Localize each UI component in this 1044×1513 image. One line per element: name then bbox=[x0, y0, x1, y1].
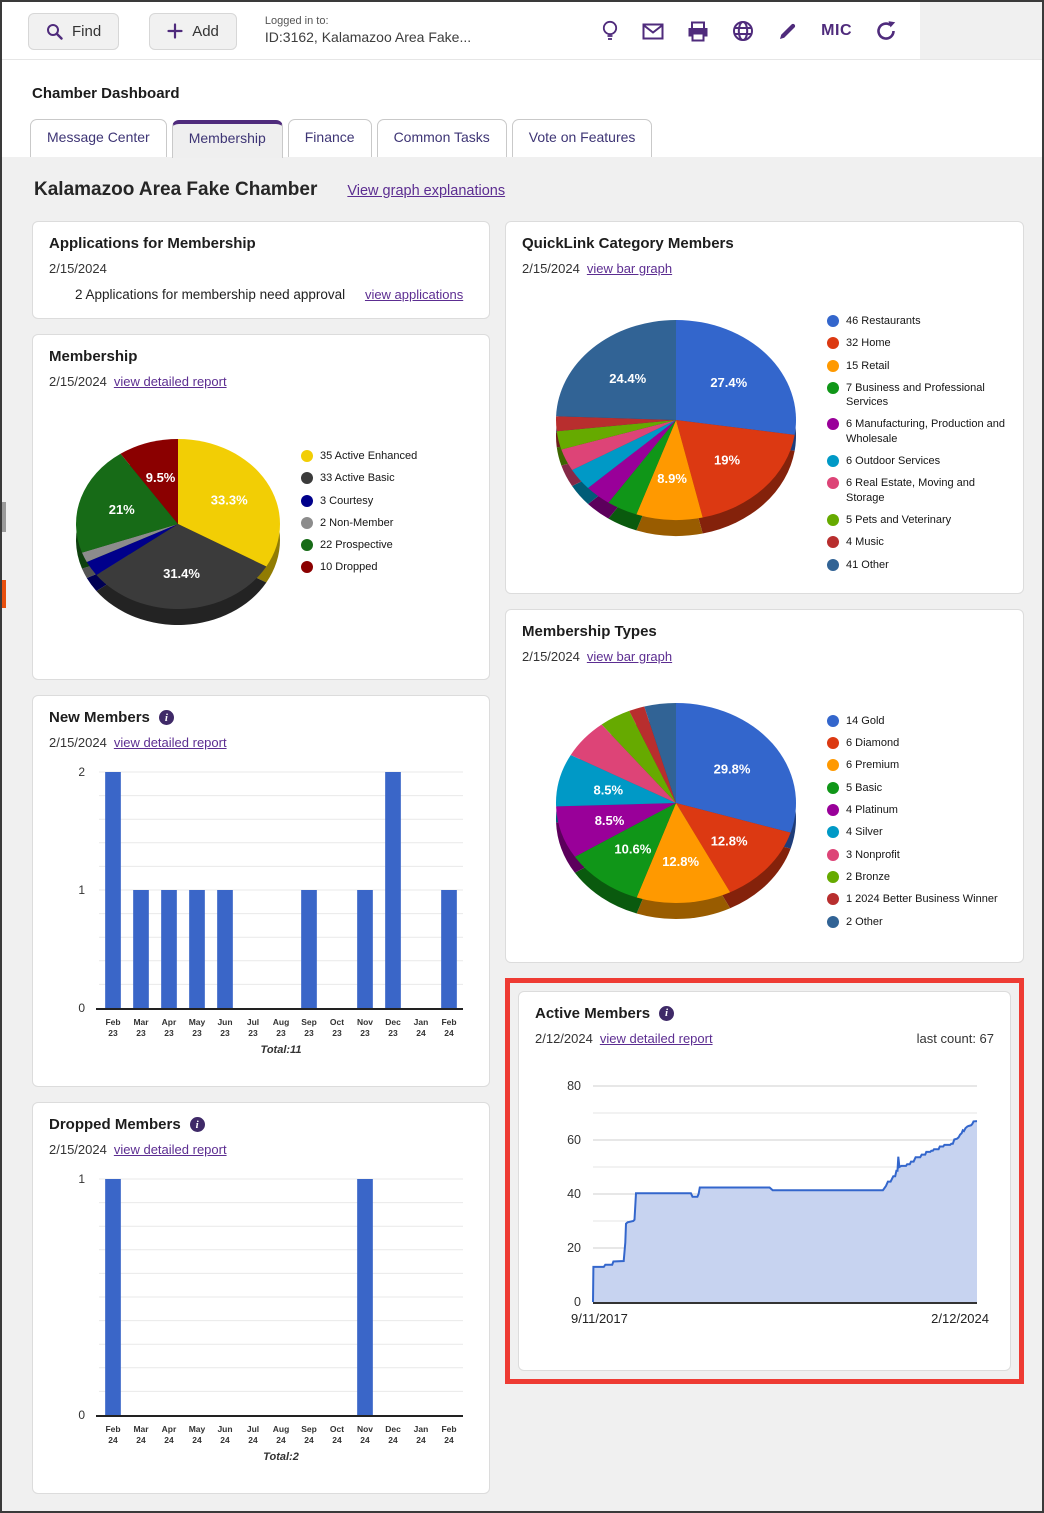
legend-item: 3 Courtesy bbox=[301, 494, 473, 508]
svg-text:Total:11: Total:11 bbox=[260, 1044, 302, 1056]
svg-text:24: 24 bbox=[360, 1435, 370, 1445]
legend-item: 2 Non-Member bbox=[301, 516, 473, 530]
svg-text:23: 23 bbox=[360, 1028, 370, 1038]
applications-message: 2 Applications for membership need approval bbox=[75, 287, 346, 302]
svg-text:24: 24 bbox=[444, 1028, 454, 1038]
legend-item: 6 Manufacturing, Production and Wholesale bbox=[827, 417, 1007, 446]
svg-text:Apr: Apr bbox=[161, 1424, 177, 1434]
legend-dot bbox=[301, 495, 313, 507]
membership-types-pie-chart bbox=[522, 678, 827, 949]
svg-text:9/11/2017: 9/11/2017 bbox=[571, 1310, 628, 1326]
active-members-date: 2/12/2024 bbox=[535, 1030, 593, 1046]
svg-text:Feb: Feb bbox=[441, 1424, 457, 1434]
svg-text:23: 23 bbox=[388, 1028, 398, 1038]
legend-dot bbox=[827, 871, 839, 883]
active-members-area-chart bbox=[535, 1052, 994, 1357]
info-icon[interactable]: i bbox=[159, 710, 174, 725]
membership-detailed-report-link[interactable]: view detailed report bbox=[113, 374, 227, 389]
legend-dot bbox=[827, 715, 839, 727]
find-label: Find bbox=[72, 22, 102, 40]
dashboard-content bbox=[2, 157, 1042, 1513]
legend-dot bbox=[827, 382, 839, 394]
svg-text:Mar: Mar bbox=[133, 1017, 149, 1027]
tab-message-center[interactable]: Message Center bbox=[30, 119, 167, 157]
logged-in-value: ID:3162, Kalamazoo Area Fake... bbox=[264, 29, 472, 46]
legend-dot bbox=[827, 804, 839, 816]
view-graph-explanations-link[interactable]: View graph explanations bbox=[347, 183, 506, 199]
new-members-detailed-report-link[interactable]: view detailed report bbox=[113, 735, 227, 750]
applications-card bbox=[32, 221, 490, 319]
active-members-detailed-report-link[interactable]: view detailed report bbox=[599, 1030, 713, 1046]
lightbulb-icon[interactable] bbox=[601, 19, 619, 43]
svg-text:24: 24 bbox=[248, 1435, 258, 1445]
legend-dot bbox=[827, 737, 839, 749]
svg-text:21%: 21% bbox=[108, 501, 135, 517]
refresh-icon[interactable] bbox=[875, 20, 897, 42]
left-edge-artifact-orange bbox=[2, 580, 6, 608]
find-button[interactable] bbox=[28, 13, 119, 50]
legend-item: 2 Bronze bbox=[827, 870, 1007, 884]
legend-item: 2 Other bbox=[827, 915, 1007, 929]
add-button[interactable] bbox=[149, 13, 237, 50]
legend-dot bbox=[827, 337, 839, 349]
tab-vote-on-features[interactable]: Vote on Features bbox=[512, 119, 653, 157]
globe-icon[interactable] bbox=[732, 20, 754, 42]
legend-item: 22 Prospective bbox=[301, 538, 473, 552]
logged-in-caption: Logged in to: bbox=[264, 15, 329, 28]
svg-text:8.9%: 8.9% bbox=[657, 470, 687, 486]
svg-text:Dec: Dec bbox=[385, 1424, 401, 1434]
mic-menu[interactable]: MIC bbox=[821, 22, 852, 39]
legend-item: 6 Diamond bbox=[827, 736, 1007, 750]
legend-dot bbox=[827, 759, 839, 771]
svg-text:Jun: Jun bbox=[217, 1424, 233, 1434]
svg-text:May: May bbox=[188, 1424, 206, 1434]
legend-dot bbox=[827, 536, 839, 548]
dropped-members-card bbox=[32, 1102, 490, 1494]
active-members-title: Active Members bbox=[535, 1004, 651, 1022]
svg-text:9.5%: 9.5% bbox=[145, 469, 176, 485]
legend-dot bbox=[827, 849, 839, 861]
svg-text:23: 23 bbox=[220, 1028, 230, 1038]
legend-dot bbox=[827, 559, 839, 571]
svg-text:29.8%: 29.8% bbox=[713, 761, 751, 777]
legend-item: 4 Silver bbox=[827, 825, 1007, 839]
svg-text:12.8%: 12.8% bbox=[710, 833, 748, 849]
last-count-label: last count: 67 bbox=[916, 1030, 994, 1046]
chamber-name-heading: Kalamazoo Area Fake Chamber bbox=[34, 179, 318, 200]
legend-item: 41 Other bbox=[827, 558, 1007, 572]
tab-membership[interactable]: Membership bbox=[172, 120, 283, 158]
svg-text:8.5%: 8.5% bbox=[594, 813, 625, 829]
svg-text:40: 40 bbox=[567, 1186, 581, 1201]
tab-bar bbox=[30, 119, 1042, 157]
svg-text:31.4%: 31.4% bbox=[163, 566, 200, 582]
svg-text:24.4%: 24.4% bbox=[609, 371, 647, 387]
membership-card bbox=[32, 334, 490, 680]
toolbar-gray-filler bbox=[920, 2, 1042, 59]
quicklink-title: QuickLink Category Members bbox=[522, 235, 734, 252]
legend-dot bbox=[827, 916, 839, 928]
svg-text:23: 23 bbox=[304, 1028, 314, 1038]
membership-title: Membership bbox=[49, 348, 138, 365]
logged-in-block bbox=[265, 15, 471, 46]
svg-text:8.5%: 8.5% bbox=[593, 782, 624, 798]
svg-text:Aug: Aug bbox=[272, 1017, 290, 1027]
svg-text:24: 24 bbox=[220, 1435, 230, 1445]
left-edge-artifact-gray bbox=[2, 502, 6, 532]
quicklink-pie-chart bbox=[522, 290, 827, 580]
membership-legend bbox=[301, 403, 473, 666]
legend-dot bbox=[827, 315, 839, 327]
svg-text:24: 24 bbox=[192, 1435, 202, 1445]
legend-dot bbox=[301, 472, 313, 484]
svg-text:23: 23 bbox=[164, 1028, 174, 1038]
svg-text:80: 80 bbox=[567, 1078, 581, 1093]
edit-pencil-icon[interactable] bbox=[777, 21, 798, 42]
svg-text:Oct: Oct bbox=[329, 1424, 345, 1434]
svg-text:Oct: Oct bbox=[329, 1017, 345, 1027]
legend-dot bbox=[827, 782, 839, 794]
info-icon[interactable]: i bbox=[659, 1006, 674, 1021]
svg-text:Jul: Jul bbox=[246, 1017, 260, 1027]
page-title: Chamber Dashboard bbox=[32, 85, 180, 102]
membership-types-legend bbox=[827, 678, 1007, 949]
legend-dot bbox=[827, 360, 839, 372]
membership-types-card bbox=[505, 609, 1024, 963]
svg-text:Feb: Feb bbox=[105, 1017, 121, 1027]
svg-text:Feb: Feb bbox=[441, 1017, 457, 1027]
new-members-bar-chart bbox=[49, 756, 473, 1073]
legend-item: 4 Music bbox=[827, 535, 1007, 549]
legend-dot bbox=[301, 539, 313, 551]
search-icon bbox=[46, 23, 63, 40]
legend-item: 3 Nonprofit bbox=[827, 848, 1007, 862]
svg-text:Aug: Aug bbox=[272, 1424, 290, 1434]
legend-item: 35 Active Enhanced bbox=[301, 449, 473, 463]
applications-title: Applications for Membership bbox=[49, 235, 256, 252]
print-icon[interactable] bbox=[687, 21, 709, 42]
svg-text:10.6%: 10.6% bbox=[614, 841, 652, 857]
svg-text:24: 24 bbox=[164, 1435, 174, 1445]
svg-text:Jul: Jul bbox=[246, 1424, 260, 1434]
svg-text:Dec: Dec bbox=[385, 1017, 401, 1027]
legend-item: 7 Business and Professional Services bbox=[827, 381, 1007, 410]
new-members-date: 2/15/2024 bbox=[49, 735, 107, 750]
svg-text:2: 2 bbox=[78, 765, 85, 779]
quicklink-bar-graph-link[interactable]: view bar graph bbox=[586, 261, 673, 276]
svg-text:Jan: Jan bbox=[413, 1017, 429, 1027]
svg-text:23: 23 bbox=[108, 1028, 118, 1038]
svg-text:Mar: Mar bbox=[133, 1424, 149, 1434]
svg-text:Sep: Sep bbox=[301, 1424, 317, 1434]
legend-item: 1 2024 Better Business Winner bbox=[827, 892, 1007, 906]
svg-text:24: 24 bbox=[108, 1435, 118, 1445]
svg-text:24: 24 bbox=[388, 1435, 398, 1445]
add-label: Add bbox=[192, 22, 219, 40]
dropped-members-date: 2/15/2024 bbox=[49, 1142, 107, 1157]
active-members-highlight-border bbox=[505, 978, 1024, 1384]
membership-types-title: Membership Types bbox=[522, 622, 657, 640]
svg-text:33.3%: 33.3% bbox=[210, 492, 248, 508]
plus-icon bbox=[167, 23, 183, 39]
svg-text:2/12/2024: 2/12/2024 bbox=[931, 1310, 989, 1326]
membership-types-bar-graph-link[interactable]: view bar graph bbox=[586, 648, 673, 664]
dropped-members-bar-chart bbox=[49, 1163, 473, 1480]
svg-text:60: 60 bbox=[567, 1132, 581, 1147]
legend-item: 14 Gold bbox=[827, 714, 1007, 728]
membership-types-date: 2/15/2024 bbox=[522, 648, 580, 664]
svg-text:23: 23 bbox=[248, 1028, 258, 1038]
tab-common-tasks[interactable]: Common Tasks bbox=[377, 119, 507, 157]
svg-text:1: 1 bbox=[78, 1172, 85, 1186]
new-members-title: New Members bbox=[49, 709, 150, 726]
info-icon[interactable]: i bbox=[190, 1117, 205, 1132]
svg-text:27.4%: 27.4% bbox=[710, 375, 748, 391]
dropped-members-title: Dropped Members bbox=[49, 1116, 181, 1133]
legend-item: 5 Pets and Veterinary bbox=[827, 513, 1007, 527]
tab-finance[interactable]: Finance bbox=[288, 119, 372, 157]
svg-text:24: 24 bbox=[444, 1435, 454, 1445]
svg-text:24: 24 bbox=[332, 1435, 342, 1445]
svg-text:19%: 19% bbox=[714, 452, 741, 468]
svg-text:Apr: Apr bbox=[161, 1017, 177, 1027]
membership-pie-chart bbox=[49, 403, 301, 666]
quicklink-card bbox=[505, 221, 1024, 594]
legend-item: 32 Home bbox=[827, 336, 1007, 350]
new-members-card bbox=[32, 695, 490, 1087]
membership-date: 2/15/2024 bbox=[49, 374, 107, 389]
svg-text:23: 23 bbox=[192, 1028, 202, 1038]
mail-icon[interactable] bbox=[642, 23, 664, 40]
legend-item: 46 Restaurants bbox=[827, 314, 1007, 328]
svg-text:24: 24 bbox=[416, 1028, 426, 1038]
svg-text:0: 0 bbox=[78, 1001, 85, 1015]
legend-item: 6 Premium bbox=[827, 758, 1007, 772]
legend-item: 15 Retail bbox=[827, 359, 1007, 373]
svg-text:0: 0 bbox=[78, 1408, 85, 1422]
legend-item: 10 Dropped bbox=[301, 560, 473, 574]
svg-text:24: 24 bbox=[276, 1435, 286, 1445]
quicklink-date: 2/15/2024 bbox=[522, 261, 580, 276]
view-applications-link[interactable]: view applications bbox=[364, 287, 464, 302]
applications-date: 2/15/2024 bbox=[49, 261, 107, 276]
legend-item: 5 Basic bbox=[827, 781, 1007, 795]
legend-item: 6 Real Estate, Moving and Storage bbox=[827, 476, 1007, 505]
legend-dot bbox=[827, 477, 839, 489]
legend-item: 33 Active Basic bbox=[301, 471, 473, 485]
legend-dot bbox=[301, 561, 313, 573]
svg-text:12.8%: 12.8% bbox=[662, 853, 700, 869]
svg-text:24: 24 bbox=[416, 1435, 426, 1445]
dropped-members-detailed-report-link[interactable]: view detailed report bbox=[113, 1142, 227, 1157]
legend-dot bbox=[827, 455, 839, 467]
legend-dot bbox=[827, 514, 839, 526]
svg-text:24: 24 bbox=[136, 1435, 146, 1445]
top-toolbar bbox=[2, 2, 1042, 60]
svg-text:23: 23 bbox=[332, 1028, 342, 1038]
legend-item: 4 Platinum bbox=[827, 803, 1007, 817]
svg-text:May: May bbox=[188, 1017, 206, 1027]
svg-text:Sep: Sep bbox=[301, 1017, 317, 1027]
legend-item: 6 Outdoor Services bbox=[827, 454, 1007, 468]
legend-dot bbox=[827, 826, 839, 838]
active-members-card bbox=[518, 991, 1011, 1371]
svg-text:23: 23 bbox=[276, 1028, 286, 1038]
svg-text:Total:2: Total:2 bbox=[263, 1451, 299, 1463]
svg-text:0: 0 bbox=[574, 1294, 581, 1309]
svg-text:Feb: Feb bbox=[105, 1424, 121, 1434]
svg-text:1: 1 bbox=[78, 883, 85, 897]
svg-text:Jan: Jan bbox=[413, 1424, 429, 1434]
svg-text:Nov: Nov bbox=[356, 1017, 374, 1027]
legend-dot bbox=[301, 450, 313, 462]
legend-dot bbox=[301, 517, 313, 529]
legend-dot bbox=[827, 418, 839, 430]
quicklink-legend bbox=[827, 290, 1007, 580]
svg-text:24: 24 bbox=[304, 1435, 314, 1445]
svg-text:Nov: Nov bbox=[356, 1424, 374, 1434]
svg-text:20: 20 bbox=[567, 1240, 581, 1255]
svg-text:Jun: Jun bbox=[217, 1017, 233, 1027]
legend-dot bbox=[827, 893, 839, 905]
svg-text:23: 23 bbox=[136, 1028, 146, 1038]
